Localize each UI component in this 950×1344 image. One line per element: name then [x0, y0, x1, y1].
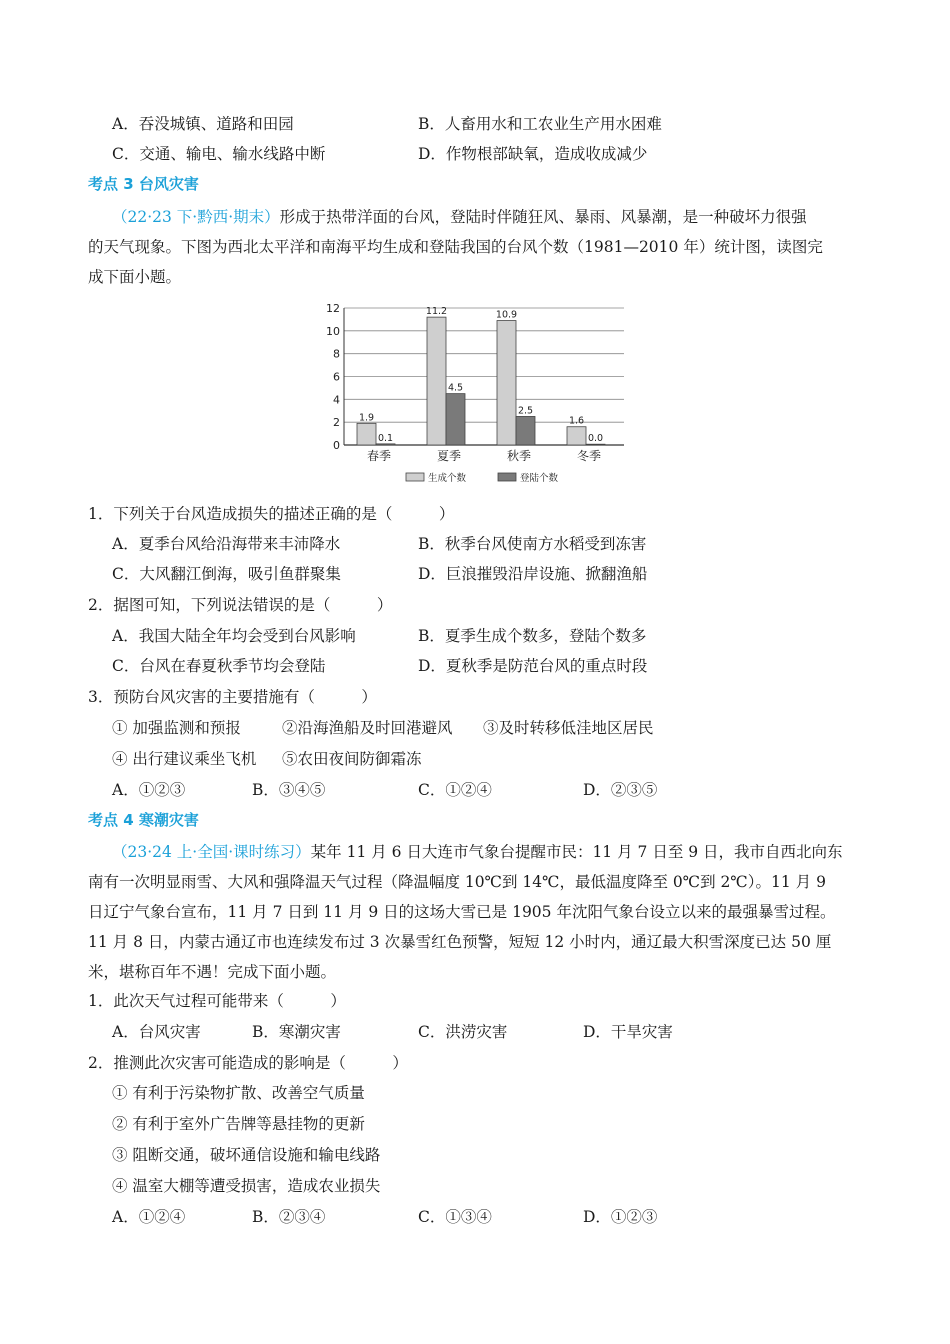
y-tick-label: 0: [333, 439, 340, 452]
s4-q2-item-1: ① 有利于污染物扩散、改善空气质量: [112, 1084, 365, 1102]
s4-intro-line-4: 11 月 8 日，内蒙古通辽市也连续发布过 3 次暴雪红色预警，短短 12 小时内，通辽最大积雪深度已达 50 厘: [88, 933, 832, 951]
q2-option-b: B．夏季生成个数多，登陆个数多: [418, 627, 647, 645]
section-heading-cold-wave: 考点 4 寒潮灾害: [88, 811, 199, 829]
bar: [516, 416, 535, 445]
category-label: 冬季: [576, 449, 602, 463]
y-tick-label: 4: [333, 393, 340, 407]
s4-q1-option-b: B．寒潮灾害: [252, 1023, 341, 1041]
s4-q2-option-b: B．②③④: [252, 1208, 326, 1226]
bar: [427, 317, 446, 445]
bar: [376, 444, 395, 445]
legend-label: 登陆个数: [520, 473, 559, 484]
q1-option-a: A．夏季台风给沿海带来丰沛降水: [112, 535, 341, 553]
intro-line-3: 成下面小题。: [88, 268, 182, 286]
y-tick-label: 12: [326, 302, 340, 315]
data-label: 10.9: [495, 309, 518, 321]
data-label: 0.0: [587, 433, 604, 445]
data-label: 11.2: [425, 306, 448, 318]
category-label: 秋季: [506, 449, 532, 463]
option-d: D．作物根部缺氧，造成收成减少: [418, 145, 648, 163]
data-label: 2.5: [517, 405, 534, 417]
q3-item-4: ④ 出行建议乘坐飞机: [112, 750, 257, 768]
question-source: （22·23 下·黔西·期末）: [112, 208, 280, 226]
s4-q2-option-c: C．①③④: [418, 1208, 492, 1226]
category-label: 春季: [366, 449, 392, 463]
s4-q2-item-4: ④ 温室大棚等遭受损害，造成农业损失: [112, 1177, 381, 1195]
bar: [586, 444, 605, 445]
s4-q1-option-c: C．洪涝灾害: [418, 1023, 508, 1041]
q2-option-c: C．台风在春夏秋季节均会登陆: [112, 657, 326, 675]
q1-stem: 1．下列关于台风造成损失的描述正确的是（ ）: [88, 505, 455, 523]
q3-option-b: B．③④⑤: [252, 781, 326, 799]
q1-option-b: B．秋季台风使南方水稻受到冻害: [418, 535, 647, 553]
legend-swatch: [406, 473, 424, 481]
data-label: 0.1: [377, 432, 394, 444]
option-a: A．吞没城镇、道路和田园: [112, 115, 294, 133]
category-label: 夏季: [436, 449, 462, 463]
y-tick-label: 2: [333, 416, 340, 430]
s4-q1-option-a: A．台风灾害: [112, 1023, 201, 1041]
s4-intro-line-5: 米，堪称百年不遇！完成下面小题。: [88, 963, 337, 981]
legend-swatch: [498, 473, 516, 481]
intro-line-2: 的天气现象。下图为西北太平洋和南海平均生成和登陆我国的台风个数（1981—2010 年）统计图，读图完: [88, 238, 823, 256]
q3-stem: 3．预防台风灾害的主要措施有（ ）: [88, 688, 377, 706]
q1-option-c: C．大风翻江倒海，吸引鱼群聚集: [112, 565, 341, 583]
q3-item-1: ① 加强监测和预报: [112, 719, 241, 737]
s4-q2-option-a: A．①②④: [112, 1208, 186, 1226]
q2-option-a: A．我国大陆全年均会受到台风影响: [112, 627, 356, 645]
y-tick-label: 10: [326, 324, 340, 338]
question-source: （23·24 上·全国·课时练习）: [112, 843, 311, 861]
q3-item-3: ③及时转移低洼地区居民: [483, 719, 654, 737]
q1-option-d: D．巨浪摧毁沿岸设施、掀翻渔船: [418, 565, 648, 583]
data-label: 1.6: [568, 415, 585, 427]
q2-option-d: D．夏秋季是防范台风的重点时段: [418, 657, 648, 675]
q3-item-5: ⑤农田夜间防御霜冻: [282, 750, 422, 768]
q3-item-2: ②沿海渔船及时回港避风: [282, 719, 453, 737]
bar: [446, 394, 465, 445]
s4-q1-stem: 1．此次天气过程可能带来（ ）: [88, 992, 346, 1010]
s4-intro-line-3: 日辽宁气象台宣布，11 月 7 日到 11 月 9 日的这场大雪已是 1905 年沈阳气象台设立以来的最强暴雪过程。: [88, 903, 836, 921]
s4-q1-option-d: D．干旱灾害: [583, 1023, 673, 1041]
option-b: B．人畜用水和工农业生产用水困难: [418, 115, 662, 133]
bar: [497, 321, 516, 445]
legend-label: 生成个数: [428, 473, 467, 484]
s4-intro-line-1: （23·24 上·全国·课时练习）某年 11 月 6 日大连市气象台提醒市民：11 月 7 日至 9 日，我市自西北向东: [112, 843, 843, 861]
bar: [357, 423, 376, 445]
intro-line-1: （22·23 下·黔西·期末）形成于热带洋面的台风，登陆时伴随狂风、暴雨、风暴潮，是一种破坏力很强: [112, 208, 807, 226]
y-tick-label: 8: [333, 347, 340, 361]
bar: [567, 427, 586, 445]
y-tick-label: 6: [333, 370, 340, 384]
s4-q2-item-2: ② 有利于室外广告牌等悬挂物的更新: [112, 1115, 365, 1133]
s4-q2-item-3: ③ 阻断交通，破坏通信设施和输电线路: [112, 1146, 381, 1164]
s4-q2-option-d: D．①②③: [583, 1208, 658, 1226]
data-label: 4.5: [447, 382, 464, 394]
data-label: 1.9: [358, 412, 375, 424]
q3-option-d: D．②③⑤: [583, 781, 658, 799]
q3-option-c: C．①②④: [418, 781, 492, 799]
s4-intro-line-2: 南有一次明显雨雪、大风和强降温天气过程（降温幅度 10℃到 14℃，最低温度降至 0℃到 2℃）。11 月 9: [88, 873, 826, 891]
q3-option-a: A．①②③: [112, 781, 186, 799]
option-c: C．交通、输电、输水线路中断: [112, 145, 326, 163]
q2-stem: 2．据图可知，下列说法错误的是（ ）: [88, 596, 393, 614]
section-heading-typhoon: 考点 3 台风灾害: [88, 175, 199, 193]
typhoon-bar-chart: [318, 296, 628, 492]
s4-q2-stem: 2．推测此次灾害可能造成的影响是（ ）: [88, 1054, 408, 1072]
